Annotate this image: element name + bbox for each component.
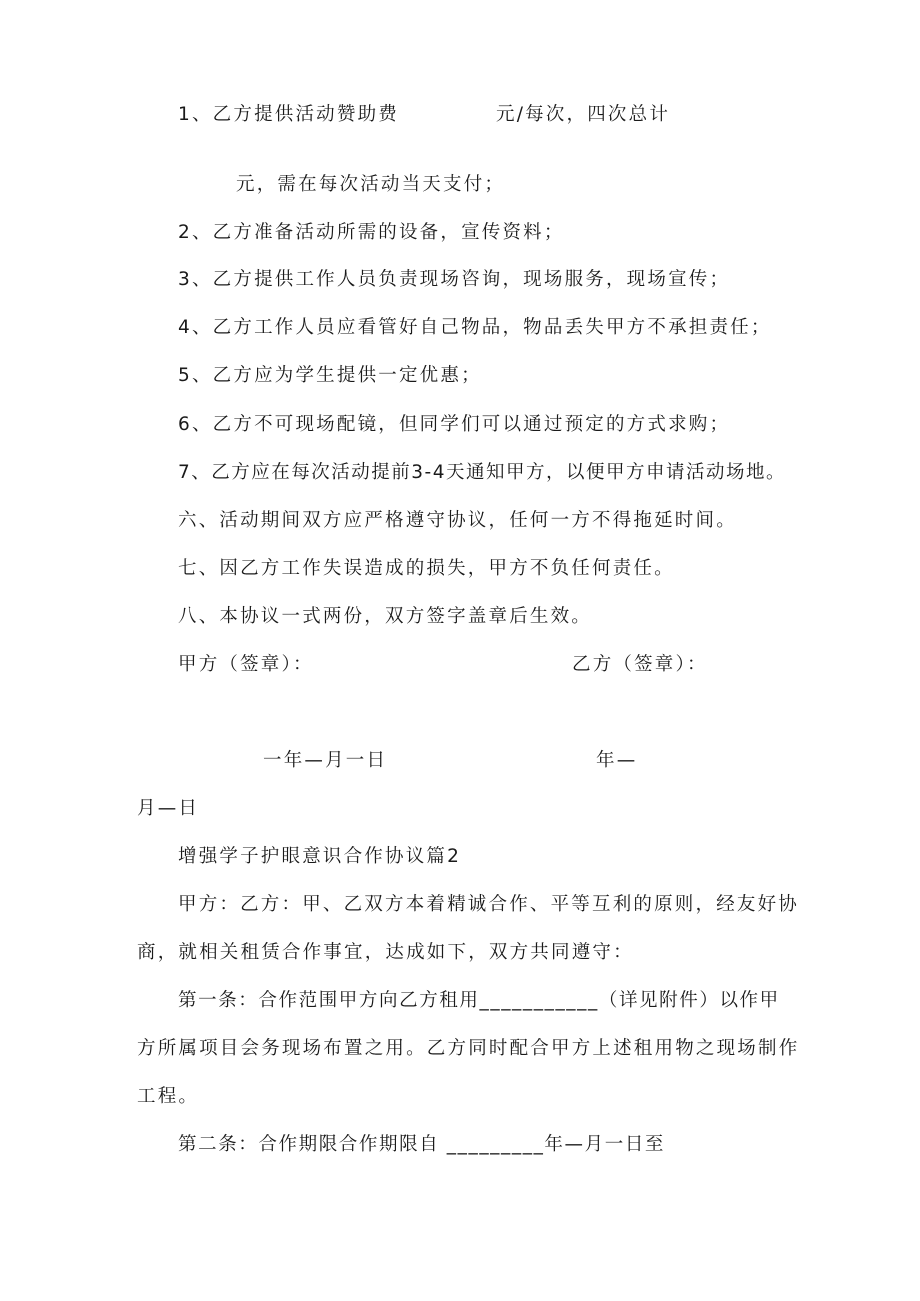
item-6: 6、乙方不可现场配镜，但同学们可以通过预定的方式求购； xyxy=(178,414,731,435)
article-2-line-1: 第二条：合作期限合作期限自 _________年—月一日至 xyxy=(178,1134,666,1155)
item-1-continuation: 元，需在每次活动当天支付； xyxy=(236,174,506,195)
article-1-line-1: 第一条：合作范围甲方向乙方租用___________（详见附件）以作甲 xyxy=(178,990,780,1011)
section-2-intro-line-2: 商，就相关租赁合作事宜，达成如下，双方共同遵守： xyxy=(137,942,634,963)
party-b-date-continuation: 月—日 xyxy=(137,798,200,819)
clause-6: 六、活动期间双方应严格遵守协议，任何一方不得拖延时间。 xyxy=(178,510,737,531)
article-1-line-2: 方所属项目会务现场布置之用。乙方同时配合甲方上述租用物之现场制作 xyxy=(137,1038,800,1059)
party-a-signature-label: 甲方（签章）： xyxy=(178,654,314,675)
party-b-date: 年— xyxy=(596,750,638,771)
party-b-signature-label: 乙方（签章）： xyxy=(572,654,708,675)
party-a-date: 一年—月一日 xyxy=(263,750,388,771)
item-2: 2、乙方准备活动所需的设备，宣传资料； xyxy=(178,222,565,243)
item-1-unit: 元/每次，四次总计 xyxy=(496,104,671,125)
clause-7: 七、因乙方工作失误造成的损失，甲方不负任何责任。 xyxy=(178,558,675,579)
item-5: 5、乙方应为学生提供一定优惠； xyxy=(178,365,482,386)
clause-8: 八、本协议一式两份，双方签字盖章后生效。 xyxy=(178,606,593,627)
article-1-line-3: 工程。 xyxy=(137,1086,200,1107)
item-4: 4、乙方工作人员应看管好自己物品，物品丢失甲方不承担责任； xyxy=(178,317,772,338)
item-3: 3、乙方提供工作人员负责现场咨询，现场服务，现场宣传； xyxy=(178,269,731,290)
section-2-intro-line-1: 甲方：乙方：甲、乙双方本着精诚合作、平等互利的原则，经友好协 xyxy=(178,894,800,915)
item-7: 7、乙方应在每次活动提前3-4天通知甲方，以便甲方申请活动场地。 xyxy=(178,462,786,483)
item-1-label: 1、乙方提供活动赞助费 xyxy=(178,104,399,125)
section-2-title: 增强学子护眼意识合作协议篇2 xyxy=(178,846,462,867)
